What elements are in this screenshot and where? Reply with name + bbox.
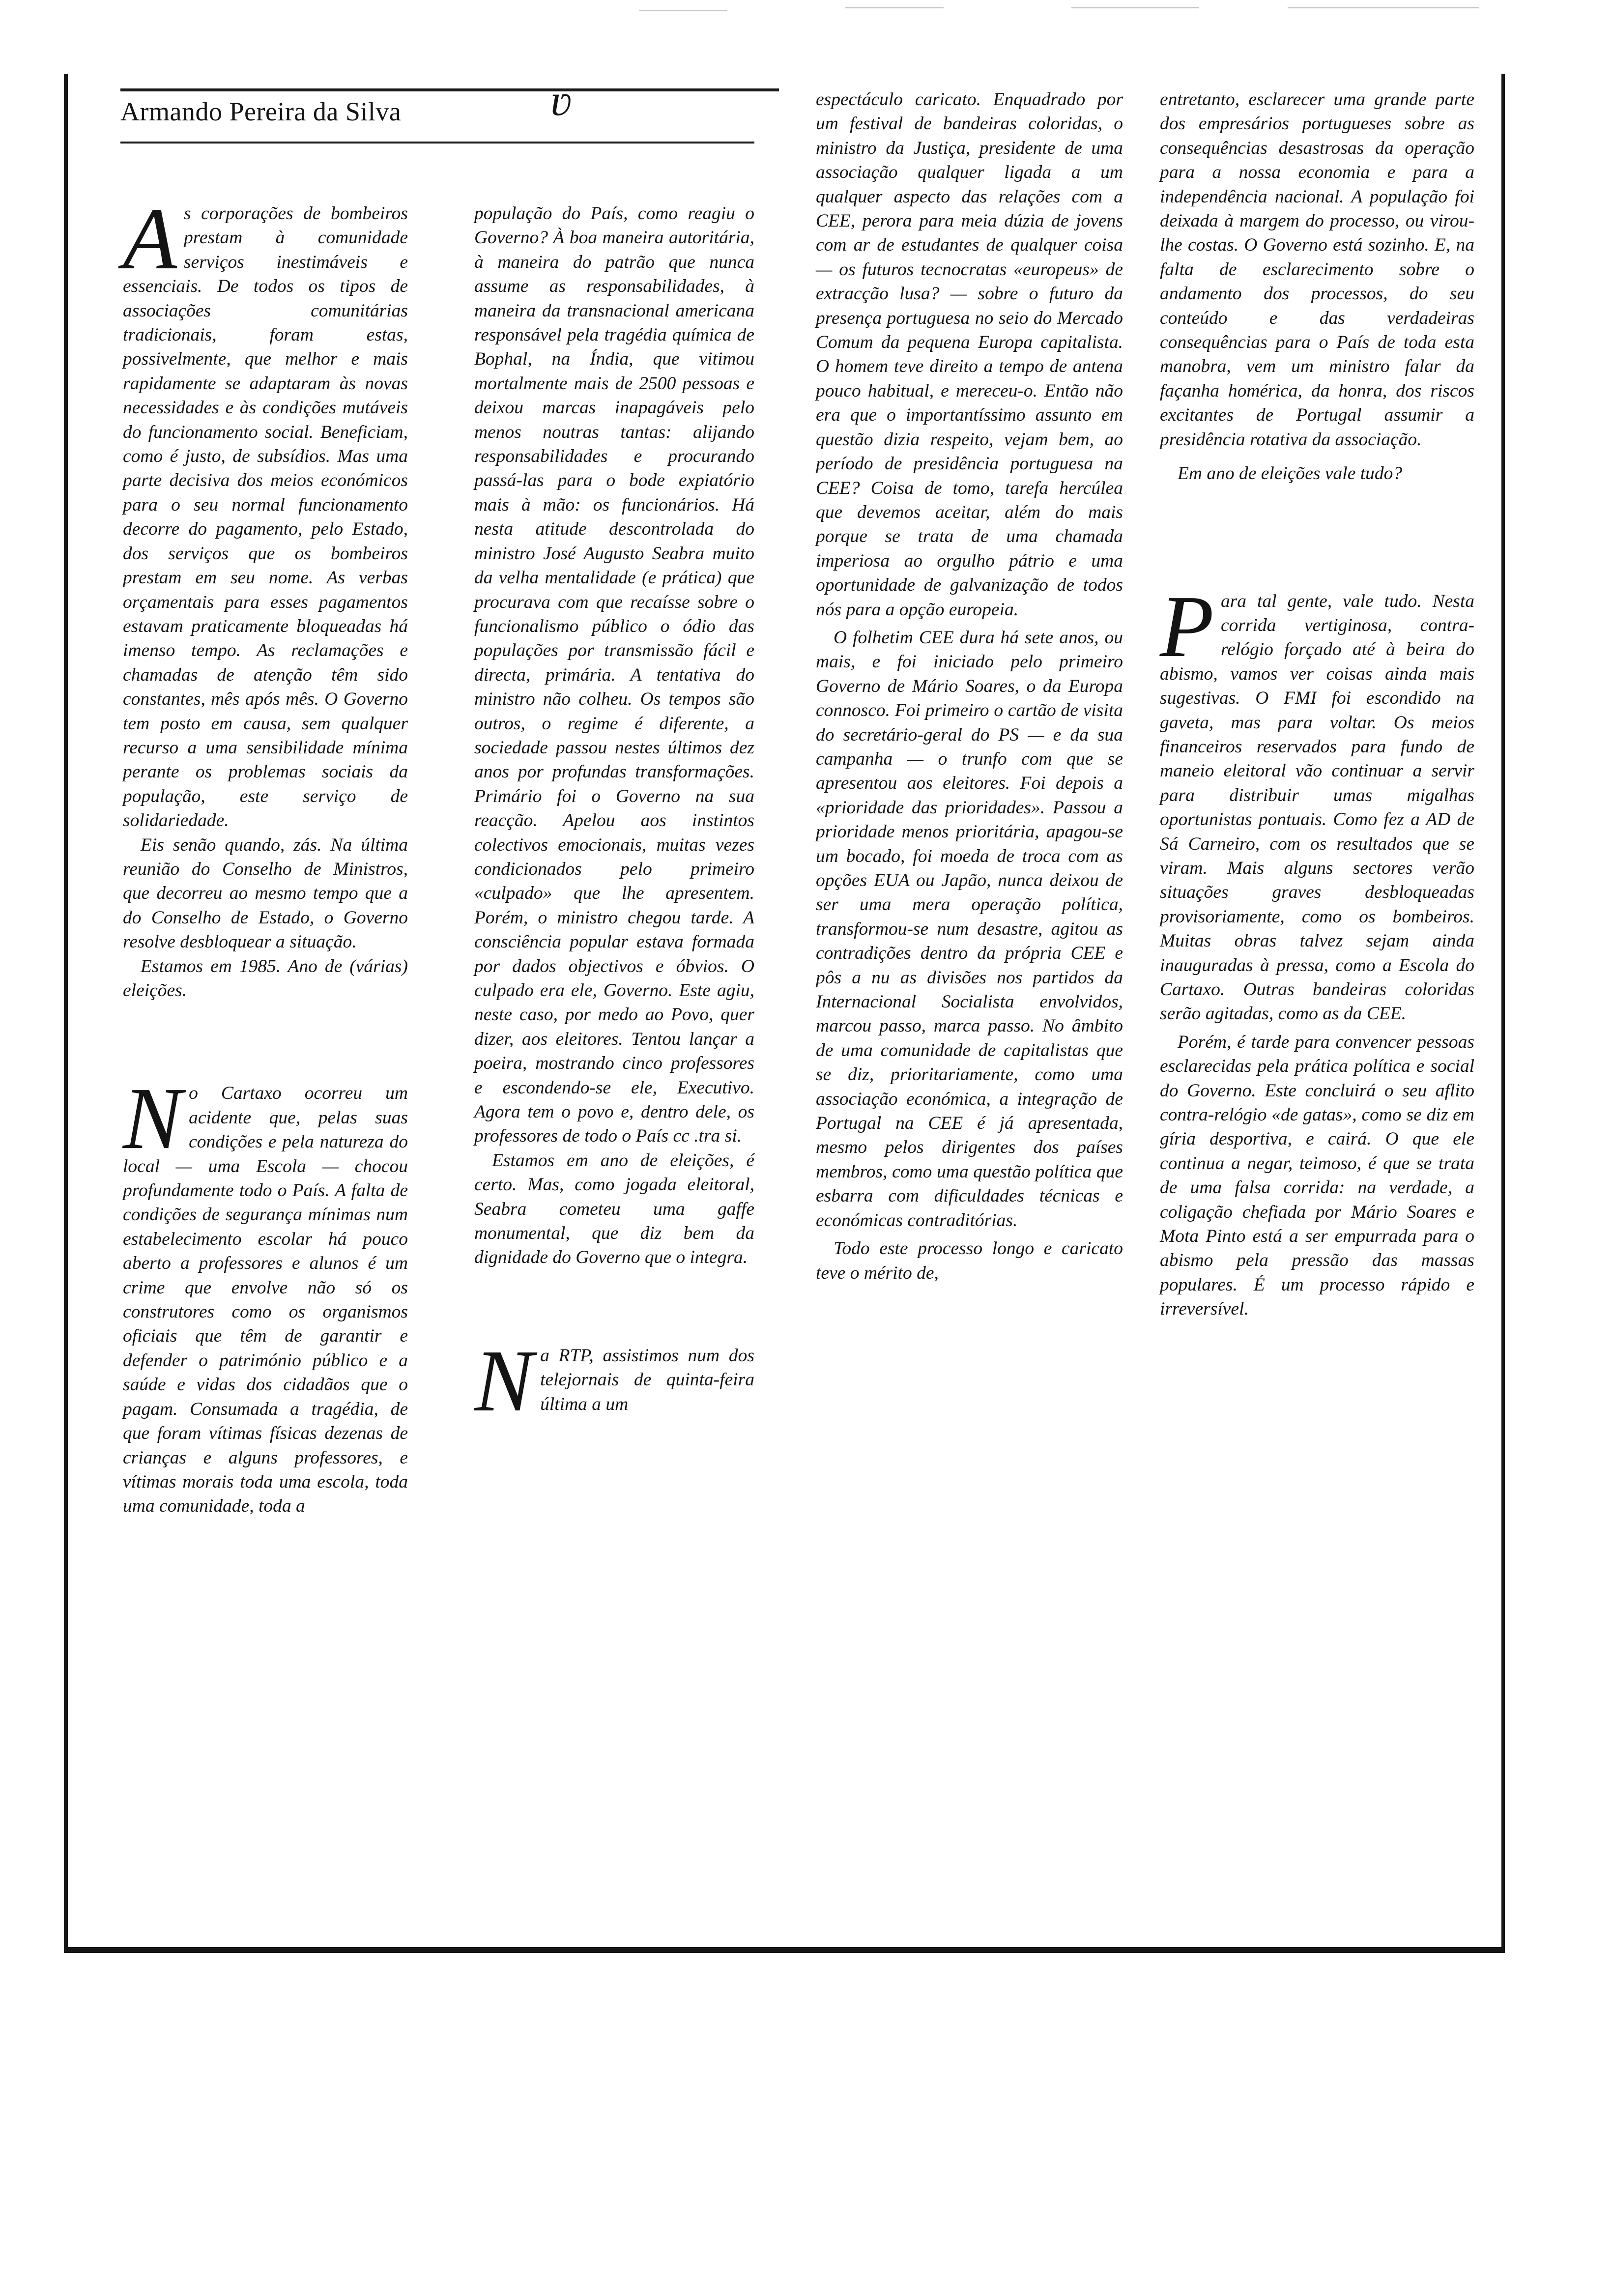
drop-cap: N [474, 1331, 534, 1430]
paragraph [474, 1331, 754, 1430]
paragraph [123, 954, 408, 1003]
article-column-1 [123, 190, 408, 1519]
paragraph-text: Eis senão quando, zás. Na última reunião do Conselho de Ministros, que decorreu ao mesmo tempo que a do Conselho de Estado, o Governo resolve desbloquear a situação. [123, 834, 408, 952]
paragraph-text: entretanto, esclarecer uma grande parte dos empresários portugueses sobre as consequências desastrosas da operação para a nossa economia e para a independência nacional. A população foi deixada à margem do processo, ou virou-lhe costas. O Governo está sozinho. E, na falta de esclarecimento sobre o andamento dos processos, do seu conteúdo e das verdadeiras consequências para o País de toda esta manobra, vem um ministro falar da façanha homérica, da honra, dos riscos excitantes de Portugal assumir a presidência rotativa da associação. [1160, 89, 1474, 450]
paragraph-text: a RTP, assistimos num dos telejornais de quinta-feira última a um [540, 1345, 754, 1414]
scan-artifact [1288, 7, 1479, 8]
paragraph [816, 87, 1123, 622]
paragraph [474, 1148, 754, 1270]
article-column-2 [474, 201, 754, 1430]
paragraph-text: Em ano de eleições vale tudo? [1178, 463, 1403, 484]
byline-rule [120, 142, 754, 144]
paragraph [474, 201, 754, 1148]
scan-artifact [639, 10, 727, 11]
paragraph-text: s corporações de bombeiros prestam à comunidade serviços inestimáveis e essenciais. De todos os tipos de associações comunitárias tradicionais, foram estas, possivelmente, que melhor e mais rapidamente se adaptaram às novas necessidades e às condições mutáveis do funcionamento social. Beneficiam, como é justo, de subsídios. Mas uma parte decisiva dos meios económicos para o seu normal funcionamento decorre do pagamento, pelo Estado, dos serviços que os bombeiros prestam em seu nome. As verbas orçamentais para esses pagamentos estavam praticamente bloqueadas há imenso tempo. As reclamações e chamadas de atenção têm sido constantes, mês após mês. O Governo tem posto em causa, sem qualquer recurso a uma sensibilidade mínima perante os problemas sociais da população, este serviço de solidariedade. [123, 203, 408, 831]
drop-cap: P [1160, 577, 1214, 675]
paragraph [1160, 577, 1474, 1026]
article-column-4 [1160, 87, 1474, 1321]
scan-artifact [845, 7, 944, 8]
article-column-3 [816, 87, 1123, 1285]
scan-artifact [1071, 7, 1199, 8]
drop-cap: A [123, 190, 177, 287]
paragraph-text: espectáculo caricato. Enquadrado por um festival de bandeiras coloridas, o ministro da Justiça, presidente de uma associação qualquer ligada a um qualquer aspecto das relações com a CEE, perora para meia dúzia de jovens com ar de estudantes de qualquer coisa — os futuros tecnocratas «europeus» de extracção lusa? — sobre o futuro da presença portuguesa no seio do Mercado Comum da pequena Europa capitalista. O homem teve direito a tempo de antena pouco habitual, e mereceu-o. Então não era que o importantíssimo assunto em questão dizia respeito, vejam bem, ao período de presidência portuguesa na CEE? Coisa de tomo, tarefa hercúlea que devemos aceitar, além do mais porque se trata de uma chamada imperiosa ao orgulho pátrio e uma oportunidade de galvanização de todos nós para a opção europeia. [816, 89, 1123, 620]
paragraph [123, 190, 408, 833]
paragraph [816, 1236, 1123, 1285]
paragraph [1160, 87, 1474, 452]
header-fragment: ʋ [550, 76, 573, 125]
paragraph [123, 833, 408, 954]
paragraph-text: o Cartaxo ocorreu um acidente que, pelas suas condições e pela natureza do local — uma Escola — chocou profundamente todo o País. A falta de condições de segurança mínimas num estabelecimento escolar há pouco aberto a professores e alunos é um crime que envolve não só os construtores como os organismos oficiais que têm de garantir e defender o património público e a saúde e vidas dos cidadãos que o pagam. Consumada a tragédia, de que foram vítimas físicas dezenas de crianças e alguns professores, e vítimas morais toda uma escola, toda uma comunidade, toda a [123, 1083, 408, 1517]
paragraph [123, 1069, 408, 1518]
paragraph-text: Todo este processo longo e caricato teve o mérito de, [816, 1238, 1123, 1283]
paragraph [1160, 461, 1474, 486]
paragraph-text: O folhetim CEE dura há sete anos, ou mais, e foi iniciado pelo primeiro Governo de Mário Soares, o da Europa connosco. Foi primeiro o cartão de visita do secretário-geral do PS — e da sua campanha — o trunfo com que se apresentou aos eleitores. Foi depois a «prioridade das prioridades». Passou a prioridade menos prioritária, apagou-se um bocado, foi moeda de troca com as opções EUA ou Japão, nunca deixou de ser uma mera operação política, transformou-se num desastre, agitou as contradições dentro da própria CEE e pôs a nu as divisões nos partidos da Internacional Socialista envolvidos, marcou passo, marca passo. No âmbito de uma comunidade de capitalistas que se diz, prioritariamente, como uma associação económica, a integração de Portugal na CEE é já apresentada, mesmo pelos dirigentes dos países membros, como uma questão política que esbarra com dificuldades técnicas e económicas contraditórias. [816, 627, 1123, 1231]
frame-bottom-rule [64, 1947, 1505, 1953]
author-byline: Armando Pereira da Silva [120, 97, 402, 126]
paragraph-text: Estamos em ano de eleições, é certo. Mas, como jogada eleitoral, Seabra cometeu uma gaffe monumental, que diz bem da dignidade do Governo que o integra. [474, 1150, 754, 1268]
paragraph-text: ara tal gente, vale tudo. Nesta corrida vertiginosa, contra-relógio forçado até à beira do abismo, vamos ver coisas ainda mais sugestivas. O FMI foi escondido na gaveta, mas para voltar. Os meios financeiros reservados para fundo de maneio eleitoral vão continuar a servir para distribuir umas migalhas oportunistas pontuais. Como fez a AD de Sá Carneiro, com os resultados que se viram. Mais alguns sectores verão situações graves desbloqueadas provisoriamente, como os bombeiros. Muitas obras talvez sejam ainda inauguradas à pressa, como a Escola do Cartaxo. Outras bandeiras coloridas serão agitadas, como as da CEE. [1160, 591, 1474, 1024]
paragraph-text: Estamos em 1985. Ano de (várias) eleições. [123, 956, 408, 1001]
paragraph [816, 626, 1123, 1233]
drop-cap: N [123, 1069, 182, 1168]
frame-left-rule [64, 74, 68, 1949]
paragraph [1160, 1030, 1474, 1321]
header-rule [120, 88, 779, 91]
paragraph-text: população do País, como reagiu o Governo? À boa maneira autoritária, à maneira do patrão que nunca assume as responsabilidades, à maneira da transnacional americana responsável pela tragédia química de Bophal, na Índia, que vitimou mortalmente mais de 2500 pessoas e deixou marcas inapagáveis pelo menos noutras tantas: alijando responsabilidades e procurando passá-las para o bode expiatório mais à mão: os funcionários. Há nesta atitude descontrolada do ministro José Augusto Seabra muito da velha mentalidade (e prática) que procurava com que recaísse sobre o funcionalismo público o ódio das populações por transmissão fácil e directa, primária. A tentativa do ministro não colheu. Os tempos são outros, o regime é diferente, a sociedade passou nestes últimos dez anos por profundas transformações. Primário foi o Governo na sua reacção. Apelou aos instintos colectivos emocionais, muitas vezes condicionados pelo primeiro «culpado» que lhe apresentem. Porém, o ministro chegou tarde. A consciência popular estava formada por dados objectivos e óbvios. O culpado era ele, Governo. Este agiu, neste caso, por medo ao Povo, quer dizer, aos eleitores. Tentou lançar a poeira, mostrando cinco professores e escondendo-se ele, Executivo. Agora tem o povo e, dentro dele, os professores de todo o País cc .tra si. [474, 203, 754, 1147]
paragraph-text: Porém, é tarde para convencer pessoas esclarecidas pela prática política e social do Governo. Este concluirá o seu aflito contra-relógio «de gatas», como se diz em gíria desportiva, e cairá. O que ele continua a negar, teimoso, é que se trata de uma falsa corrida: na verdade, a coligação chefiada por Mário Soares e Mota Pinto está a ser empurrada para o abismo pela pressão das massas populares. É um processo rápido e irreversível. [1160, 1032, 1474, 1320]
frame-right-rule [1501, 74, 1505, 1949]
